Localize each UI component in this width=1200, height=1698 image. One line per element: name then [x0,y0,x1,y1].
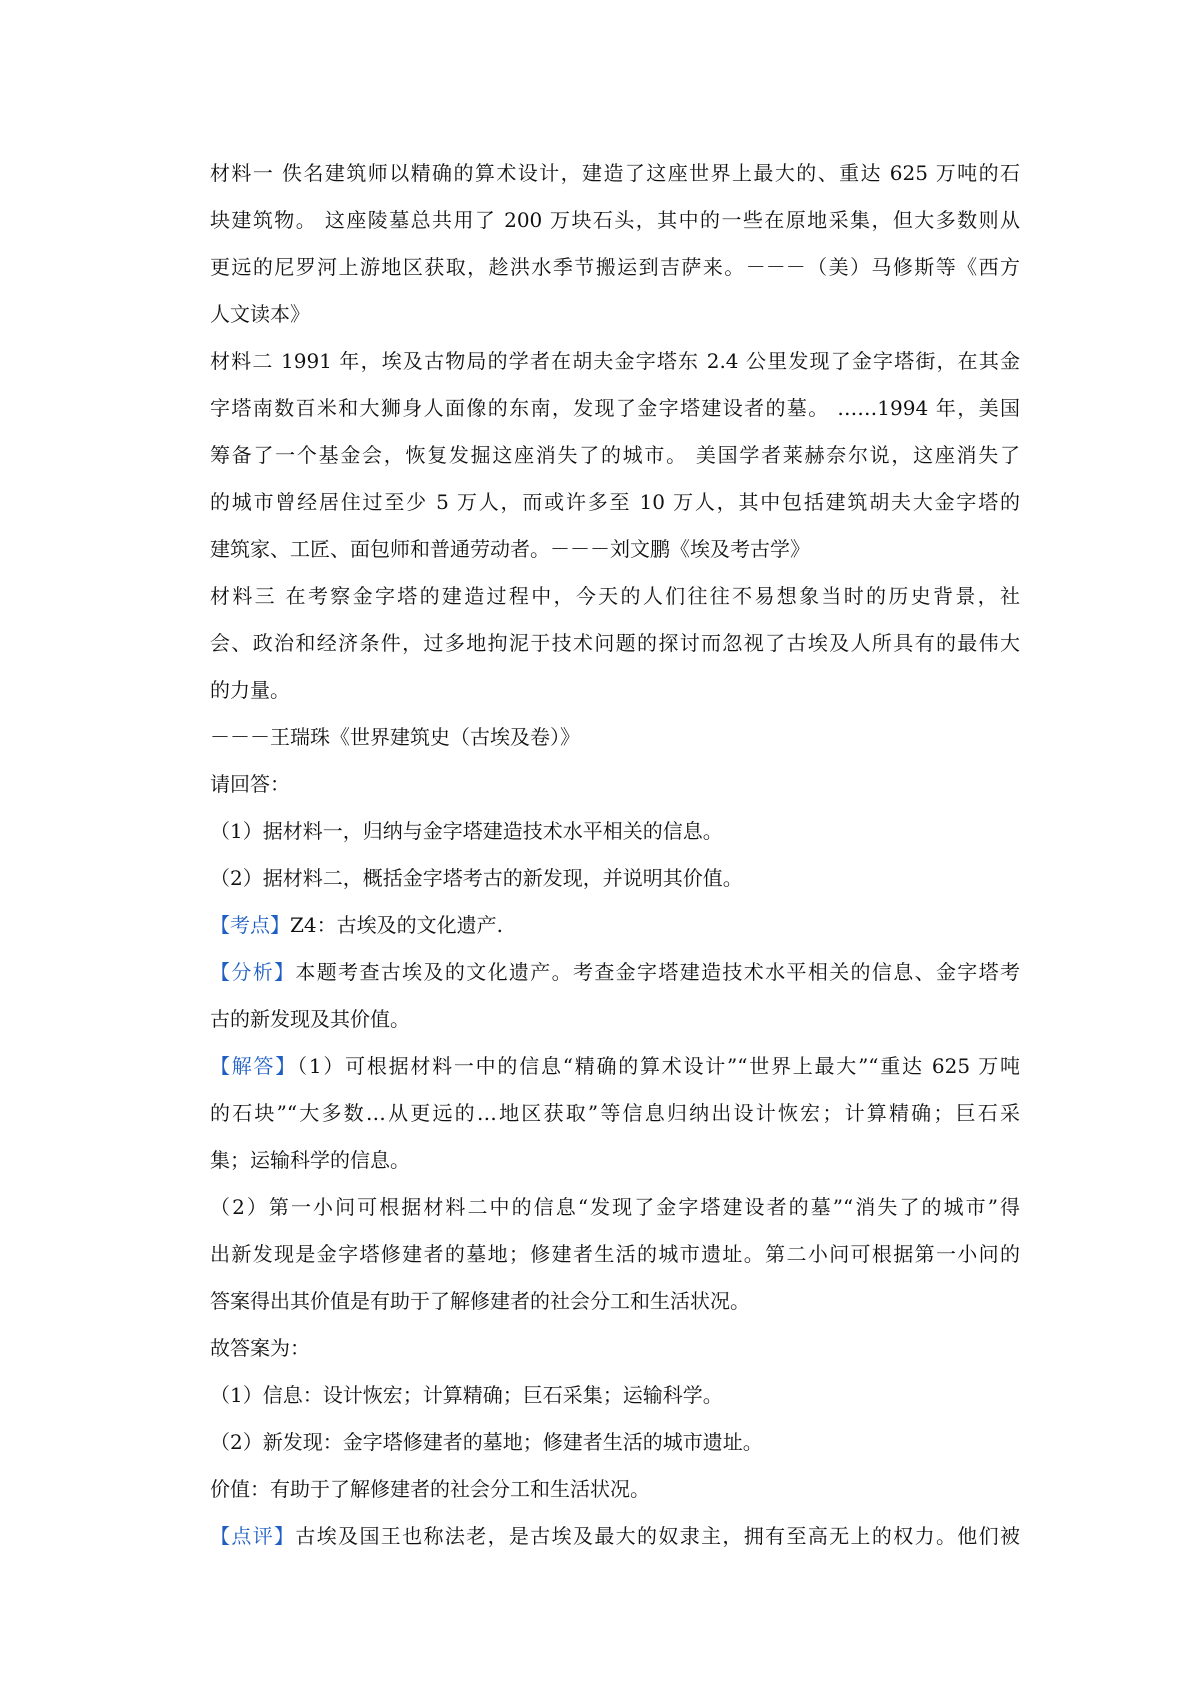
section-tag: 【点评】 [210,1524,296,1548]
text-line [210,996,1020,1043]
text-line [210,1466,1020,1513]
line-text: 建筑家、工匠、面包师和普通劳动者。－－－刘文鹏《埃及考古学》 [210,537,810,561]
text-line [210,1231,1020,1278]
line-text: 的城市曾经居住过至少 5 万人，而或许多至 10 万人，其中包括建筑胡夫大金字塔的 [210,490,1020,514]
text-line [210,808,1020,855]
text-line [210,1043,1020,1090]
line-text: （2）新发现：金字塔修建者的墓地；修建者生活的城市遗址。 [210,1430,763,1454]
line-text: 材料二 1991 年，埃及古物局的学者在胡夫金字塔东 2.4 公里发现了金字塔街，在其金 [210,349,1020,373]
text-line [210,855,1020,902]
line-text: 字塔南数百米和大狮身人面像的东南，发现了金字塔建设者的墓。 ……1994 年，美国 [210,396,1020,420]
line-text: （1）信息：设计恢宏；计算精确；巨石采集；运输科学。 [210,1383,723,1407]
line-text: 材料一 佚名建筑师以精确的算术设计，建造了这座世界上最大的、重达 625 万吨的石 [210,161,1020,185]
text-line [210,667,1020,714]
text-line [210,1278,1020,1325]
line-text: 古的新发现及其价值。 [210,1007,410,1031]
line-text: 价值：有助于了解修建者的社会分工和生活状况。 [210,1477,650,1501]
section-tag: 【分析】 [210,960,296,984]
text-line [210,1325,1020,1372]
line-text: 会、政治和经济条件，过多地拘泥于技术问题的探讨而忽视了古埃及人所具有的最伟大 [210,631,1020,655]
text-line [210,1137,1020,1184]
text-line [210,1513,1020,1560]
text-line [210,197,1020,244]
text-line [210,573,1020,620]
text-line [210,1419,1020,1466]
line-text: Z4：古埃及的文化遗产. [290,913,503,937]
text-line [210,714,1020,761]
line-text: （1）可根据材料一中的信息“精确的算术设计”“世界上最大”“重达 625 万吨 [297,1054,1020,1078]
text-line [210,432,1020,479]
line-text: 更远的尼罗河上游地区获取，趁洪水季节搬运到吉萨来。－－－（美）马修斯等《西方 [210,255,1020,279]
line-text: 请回答： [210,772,290,796]
line-text: （1）据材料一，归纳与金字塔建造技术水平相关的信息。 [210,819,723,843]
text-line [210,902,1020,949]
text-line [210,385,1020,432]
text-line [210,479,1020,526]
line-text: 筹备了一个基金会，恢复发掘这座消失了的城市。 美国学者莱赫奈尔说，这座消失了 [210,443,1020,467]
text-line [210,1090,1020,1137]
line-text: （2）第一小问可根据材料二中的信息“发现了金字塔建设者的墓”“消失了的城市”得 [210,1195,1020,1219]
line-text: 古埃及国王也称法老，是古埃及最大的奴隶主，拥有至高无上的权力。他们被 [295,1524,1021,1548]
line-text: －－－王瑞珠《世界建筑史（古埃及卷）》 [210,725,580,749]
line-text: （2）据材料二，概括金字塔考古的新发现，并说明其价值。 [210,866,743,890]
line-text: 集；运输科学的信息。 [210,1148,410,1172]
section-tag: 【考点】 [210,913,290,937]
text-line [210,1184,1020,1231]
line-text: 的石块”“大多数…从更远的…地区获取”等信息归纳出设计恢宏；计算精确；巨石采 [210,1101,1020,1125]
line-text: 的力量。 [210,678,290,702]
text-line [210,1372,1020,1419]
line-text: 材料三 在考察金字塔的建造过程中，今天的人们往往不易想象当时的历史背景，社 [210,584,1020,608]
text-line [210,761,1020,808]
line-text: 故答案为： [210,1336,310,1360]
line-text: 块建筑物。 这座陵墓总共用了 200 万块石头，其中的一些在原地采集，但大多数则从 [210,208,1020,232]
text-line [210,526,1020,573]
text-line [210,244,1020,291]
text-line [210,291,1020,338]
document-body [210,150,1020,1560]
text-line [210,949,1020,996]
line-text: 人文读本》 [210,302,310,326]
line-text: 本题考查古埃及的文化遗产。考查金字塔建造技术水平相关的信息、金字塔考 [295,960,1021,984]
text-line [210,620,1020,667]
text-line [210,338,1020,385]
text-line [210,150,1020,197]
line-text: 答案得出其价值是有助于了解修建者的社会分工和生活状况。 [210,1289,750,1313]
line-text: 出新发现是金字塔修建者的墓地；修建者生活的城市遗址。第二小问可根据第一小问的 [210,1242,1020,1266]
section-tag: 【解答】 [210,1054,298,1078]
